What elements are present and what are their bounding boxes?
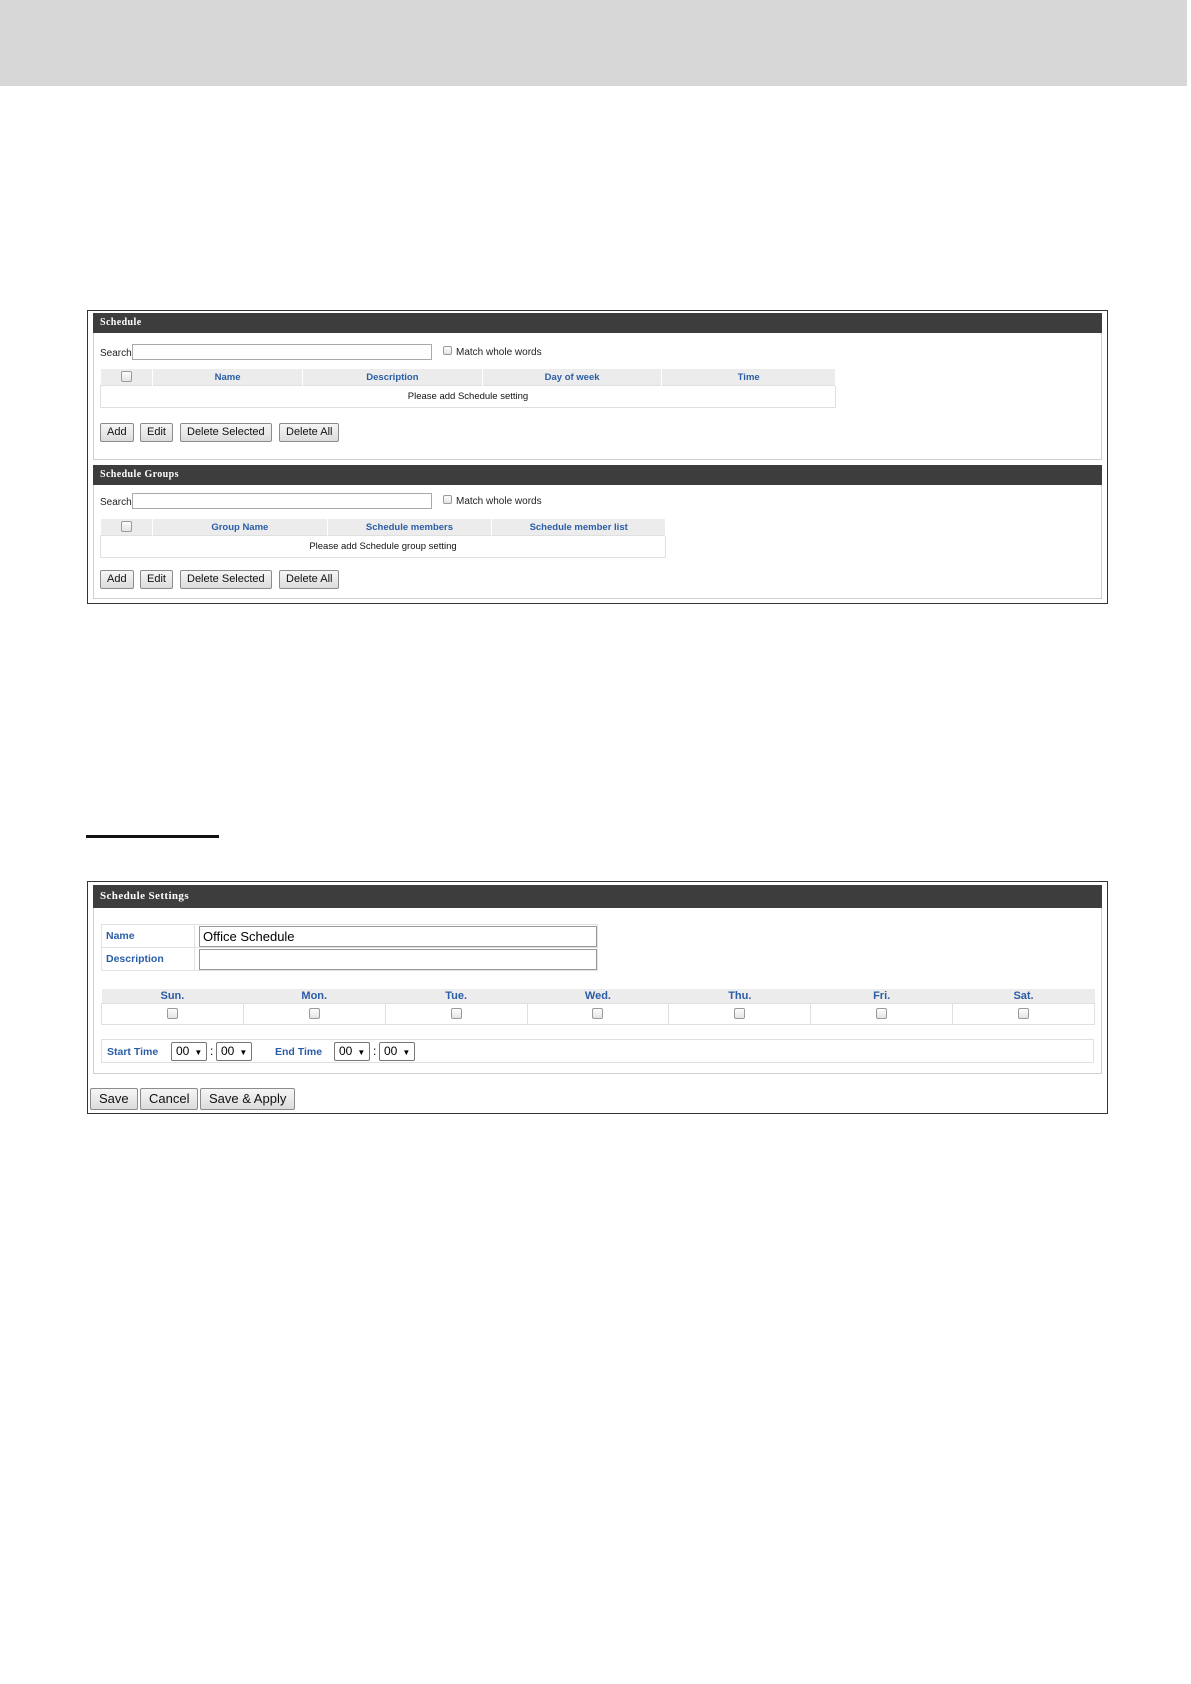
description-label: Description	[102, 948, 195, 971]
day-mon-checkbox[interactable]	[309, 1008, 320, 1019]
save-button[interactable]: Save	[90, 1088, 138, 1110]
page-top-band	[0, 0, 1191, 86]
schedule-match-whole-words-checkbox[interactable]	[443, 346, 452, 355]
schedule-empty-row	[101, 386, 836, 408]
day-mon-label: Mon.	[243, 989, 385, 1004]
groups-match-whole-words-checkbox[interactable]	[443, 495, 452, 504]
schedule-col-name[interactable]: Name	[153, 369, 303, 386]
day-tue-checkbox[interactable]	[451, 1008, 462, 1019]
end-time-colon: :	[373, 1044, 377, 1058]
day-wed-checkbox[interactable]	[592, 1008, 603, 1019]
schedule-table-header	[101, 369, 836, 386]
description-input[interactable]	[199, 949, 597, 970]
name-row	[102, 925, 598, 948]
schedule-col-day-of-week[interactable]: Day of week	[482, 369, 662, 386]
name-input-cell	[195, 925, 598, 948]
description-input-cell	[195, 948, 598, 971]
day-fri-label: Fri.	[811, 989, 953, 1004]
end-minute-select[interactable]: 00 ▼	[379, 1042, 415, 1061]
start-minute-select[interactable]: 00 ▼	[216, 1042, 252, 1061]
groups-match-whole-words-label: Match whole words	[456, 496, 542, 507]
weekday-header	[102, 989, 1095, 1004]
name-input[interactable]	[199, 926, 597, 947]
schedule-section-body	[93, 333, 1102, 460]
schedule-section-title: Schedule	[93, 313, 1102, 333]
day-sun-label: Sun.	[102, 989, 244, 1004]
page-top-band-edge	[1187, 0, 1191, 86]
schedule-select-all-checkbox[interactable]	[101, 369, 153, 386]
day-tue-label: Tue.	[385, 989, 527, 1004]
day-sat-label: Sat.	[953, 989, 1095, 1004]
day-wed-label: Wed.	[527, 989, 669, 1004]
settings-form	[101, 924, 598, 971]
groups-empty-row	[101, 536, 666, 558]
schedule-table	[100, 369, 836, 408]
weekday-table	[101, 989, 1095, 1025]
groups-delete-all-button[interactable]: Delete All	[279, 570, 339, 589]
groups-col-schedule-members[interactable]: Schedule members	[327, 519, 492, 536]
schedule-empty-message: Please add Schedule setting	[101, 386, 836, 408]
schedule-settings-title: Schedule Settings	[93, 885, 1102, 908]
groups-select-all-checkbox[interactable]	[101, 519, 153, 536]
name-label: Name	[102, 925, 195, 948]
start-hour-select[interactable]: 00 ▼	[171, 1042, 207, 1061]
start-time-label: Start Time	[107, 1046, 159, 1058]
end-minute-caret-icon: ▼	[402, 1048, 411, 1057]
schedule-edit-button[interactable]: Edit	[140, 423, 173, 442]
groups-add-button[interactable]: Add	[100, 570, 134, 589]
end-time-label: End Time	[275, 1046, 323, 1058]
groups-table	[100, 519, 666, 558]
schedule-panel	[87, 310, 1108, 604]
groups-delete-selected-button[interactable]: Delete Selected	[180, 570, 272, 589]
groups-col-group-name[interactable]: Group Name	[153, 519, 328, 536]
day-thu-label: Thu.	[669, 989, 811, 1004]
start-time-colon: :	[210, 1044, 214, 1058]
day-sun-checkbox[interactable]	[167, 1008, 178, 1019]
section-underline-rule	[86, 835, 219, 838]
start-minute-caret-icon: ▼	[239, 1048, 248, 1057]
day-fri-checkbox[interactable]	[876, 1008, 887, 1019]
day-sat-checkbox[interactable]	[1018, 1008, 1029, 1019]
groups-empty-message: Please add Schedule group setting	[101, 536, 666, 558]
schedule-groups-section-body	[93, 485, 1102, 599]
time-row	[101, 1039, 1094, 1063]
groups-col-schedule-member-list[interactable]: Schedule member list	[492, 519, 666, 536]
save-and-apply-button[interactable]: Save & Apply	[200, 1088, 295, 1110]
groups-edit-button[interactable]: Edit	[140, 570, 173, 589]
description-row	[102, 948, 598, 971]
groups-table-header	[101, 519, 666, 536]
schedule-search-label: Search	[100, 348, 132, 359]
weekday-checkbox-row	[102, 1004, 1095, 1025]
end-hour-caret-icon: ▼	[357, 1048, 366, 1057]
schedule-groups-section-title: Schedule Groups	[93, 465, 1102, 485]
day-thu-checkbox[interactable]	[734, 1008, 745, 1019]
schedule-add-button[interactable]: Add	[100, 423, 134, 442]
schedule-col-time[interactable]: Time	[662, 369, 836, 386]
schedule-search-input[interactable]	[132, 344, 432, 360]
groups-search-input[interactable]	[132, 493, 432, 509]
schedule-delete-all-button[interactable]: Delete All	[279, 423, 339, 442]
schedule-match-whole-words-label: Match whole words	[456, 347, 542, 358]
start-hour-caret-icon: ▼	[194, 1048, 203, 1057]
schedule-delete-selected-button[interactable]: Delete Selected	[180, 423, 272, 442]
schedule-col-description[interactable]: Description	[302, 369, 482, 386]
groups-search-label: Search	[100, 497, 132, 508]
cancel-button[interactable]: Cancel	[140, 1088, 198, 1110]
schedule-settings-panel	[87, 881, 1108, 1114]
end-hour-select[interactable]: 00 ▼	[334, 1042, 370, 1061]
